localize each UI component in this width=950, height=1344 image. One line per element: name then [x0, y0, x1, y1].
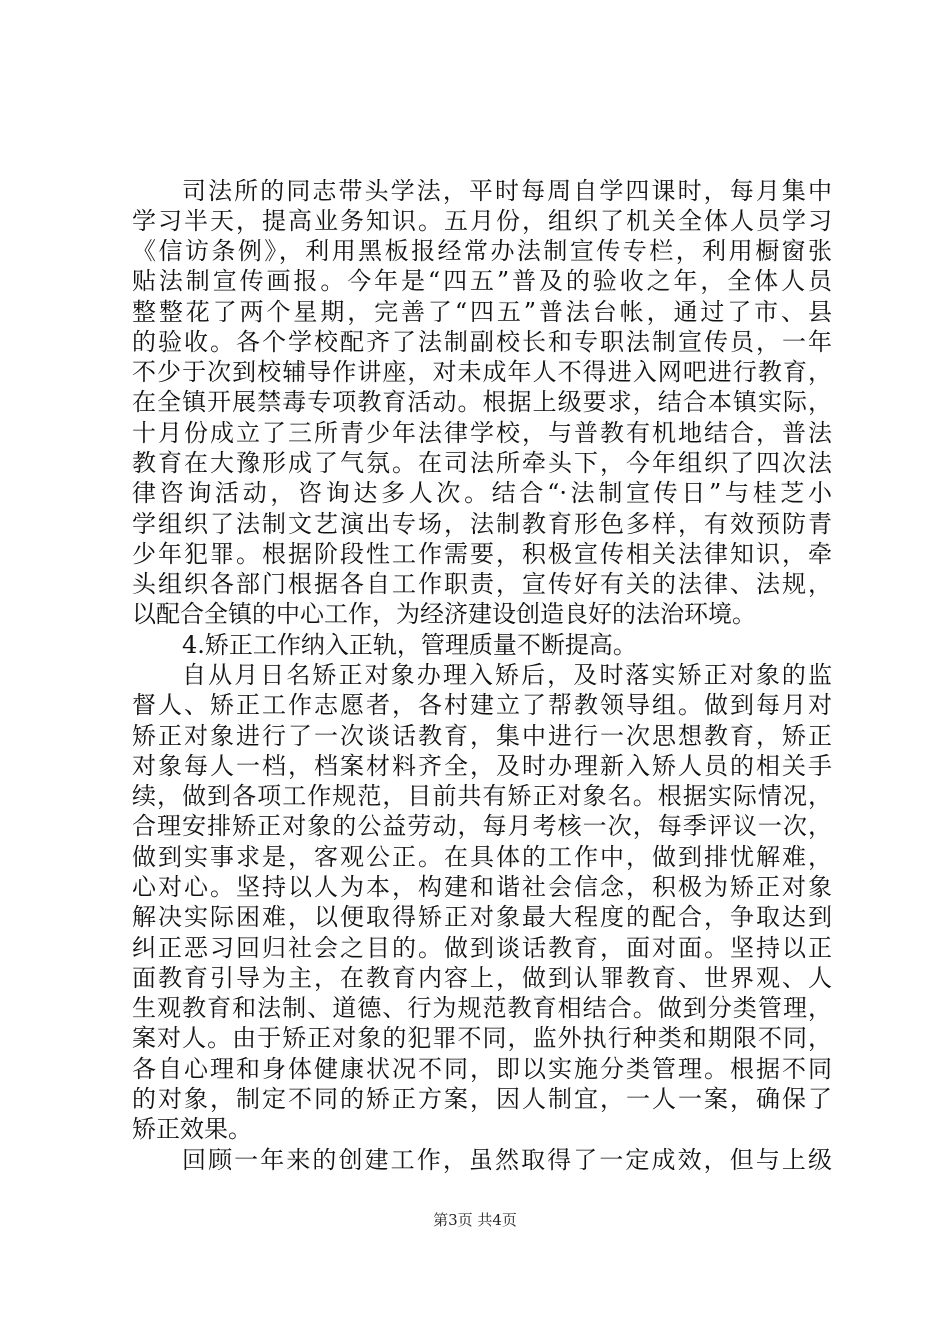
text-line: 的对象，制定不同的矫正方案，因人制宜，一人一案，确保了: [132, 1085, 832, 1113]
text-line: 在全镇开展禁毒专项教育活动。根据上级要求，结合本镇实际，: [132, 388, 832, 416]
text-line: 学组织了法制文艺演出专场，法制教育形色多样，有效预防青: [132, 510, 832, 538]
text-line: 心对心。坚持以人为本，构建和谐社会信念，积极为矫正对象: [132, 873, 832, 901]
text-line: 案对人。由于矫正对象的犯罪不同，监外执行种类和期限不同，: [132, 1024, 832, 1052]
text-line: 学习半天，提高业务知识。五月份，组织了机关全体人员学习: [132, 207, 832, 235]
section-heading: 4.矫正工作纳入正轨，管理质量不断提高。: [182, 631, 637, 659]
text-line: 的验收。各个学校配齐了法制副校长和专职法制宣传员，一年: [132, 328, 832, 356]
text-line: 续，做到各项工作规范，目前共有矫正对象名。根据实际情况，: [132, 782, 832, 810]
text-line: 不少于次到校辅导作讲座，对未成年人不得进入网吧进行教育，: [132, 358, 832, 386]
page-number-footer: 第3页 共4页: [433, 1211, 517, 1229]
text-line: 教育在大豫形成了气氛。在司法所牵头下，今年组织了四次法: [132, 449, 832, 477]
text-line: 面教育引导为主，在教育内容上，做到认罪教育、世界观、人: [132, 964, 832, 992]
text-line: 合理安排矫正对象的公益劳动，每月考核一次，每季评议一次，: [132, 812, 832, 840]
text-line: 整整花了两个星期，完善了“四五”普法台帐，通过了市、县: [132, 298, 832, 326]
text-line: 以配合全镇的中心工作，为经济建设创造良好的法治环境。: [132, 600, 756, 628]
text-line: 解决实际困难，以便取得矫正对象最大程度的配合，争取达到: [132, 903, 832, 931]
text-line: 纠正恶习回归社会之目的。做到谈话教育，面对面。坚持以正: [132, 934, 832, 962]
text-line: 做到实事求是，客观公正。在具体的工作中，做到排忧解难，: [132, 843, 832, 871]
text-line: 对象每人一档，档案材料齐全，及时办理新入矫人员的相关手: [132, 752, 832, 780]
text-line: 自从月日名矫正对象办理入矫后，及时落实矫正对象的监: [182, 661, 832, 689]
text-line: 生观教育和法制、道德、行为规范教育相结合。做到分类管理，: [132, 994, 832, 1022]
text-line: 矫正对象进行了一次谈话教育，集中进行一次思想教育，矫正: [132, 722, 832, 750]
text-line: 回顾一年来的创建工作，虽然取得了一定成效，但与上级: [182, 1146, 832, 1174]
text-line: 贴法制宣传画报。今年是“四五”普及的验收之年，全体人员: [132, 267, 832, 295]
text-line: 各自心理和身体健康状况不同，即以实施分类管理。根据不同: [132, 1055, 832, 1083]
text-line: 头组织各部门根据各自工作职责，宣传好有关的法律、法规，: [132, 570, 832, 598]
text-line: 督人、矫正工作志愿者，各村建立了帮教领导组。做到每月对: [132, 691, 832, 719]
text-line: 矫正效果。: [132, 1115, 252, 1143]
text-line: 司法所的同志带头学法，平时每周自学四课时，每月集中: [182, 177, 832, 205]
text-line: 《信访条例》，利用黑板报经常办法制宣传专栏，利用橱窗张: [132, 237, 832, 265]
text-line: 少年犯罪。根据阶段性工作需要，积极宣传相关法律知识，牵: [132, 540, 832, 568]
text-line: 十月份成立了三所青少年法律学校，与普教有机地结合，普法: [132, 419, 832, 447]
text-line: 律咨询活动，咨询达多人次。结合“·法制宣传日”与桂芝小: [132, 479, 832, 507]
